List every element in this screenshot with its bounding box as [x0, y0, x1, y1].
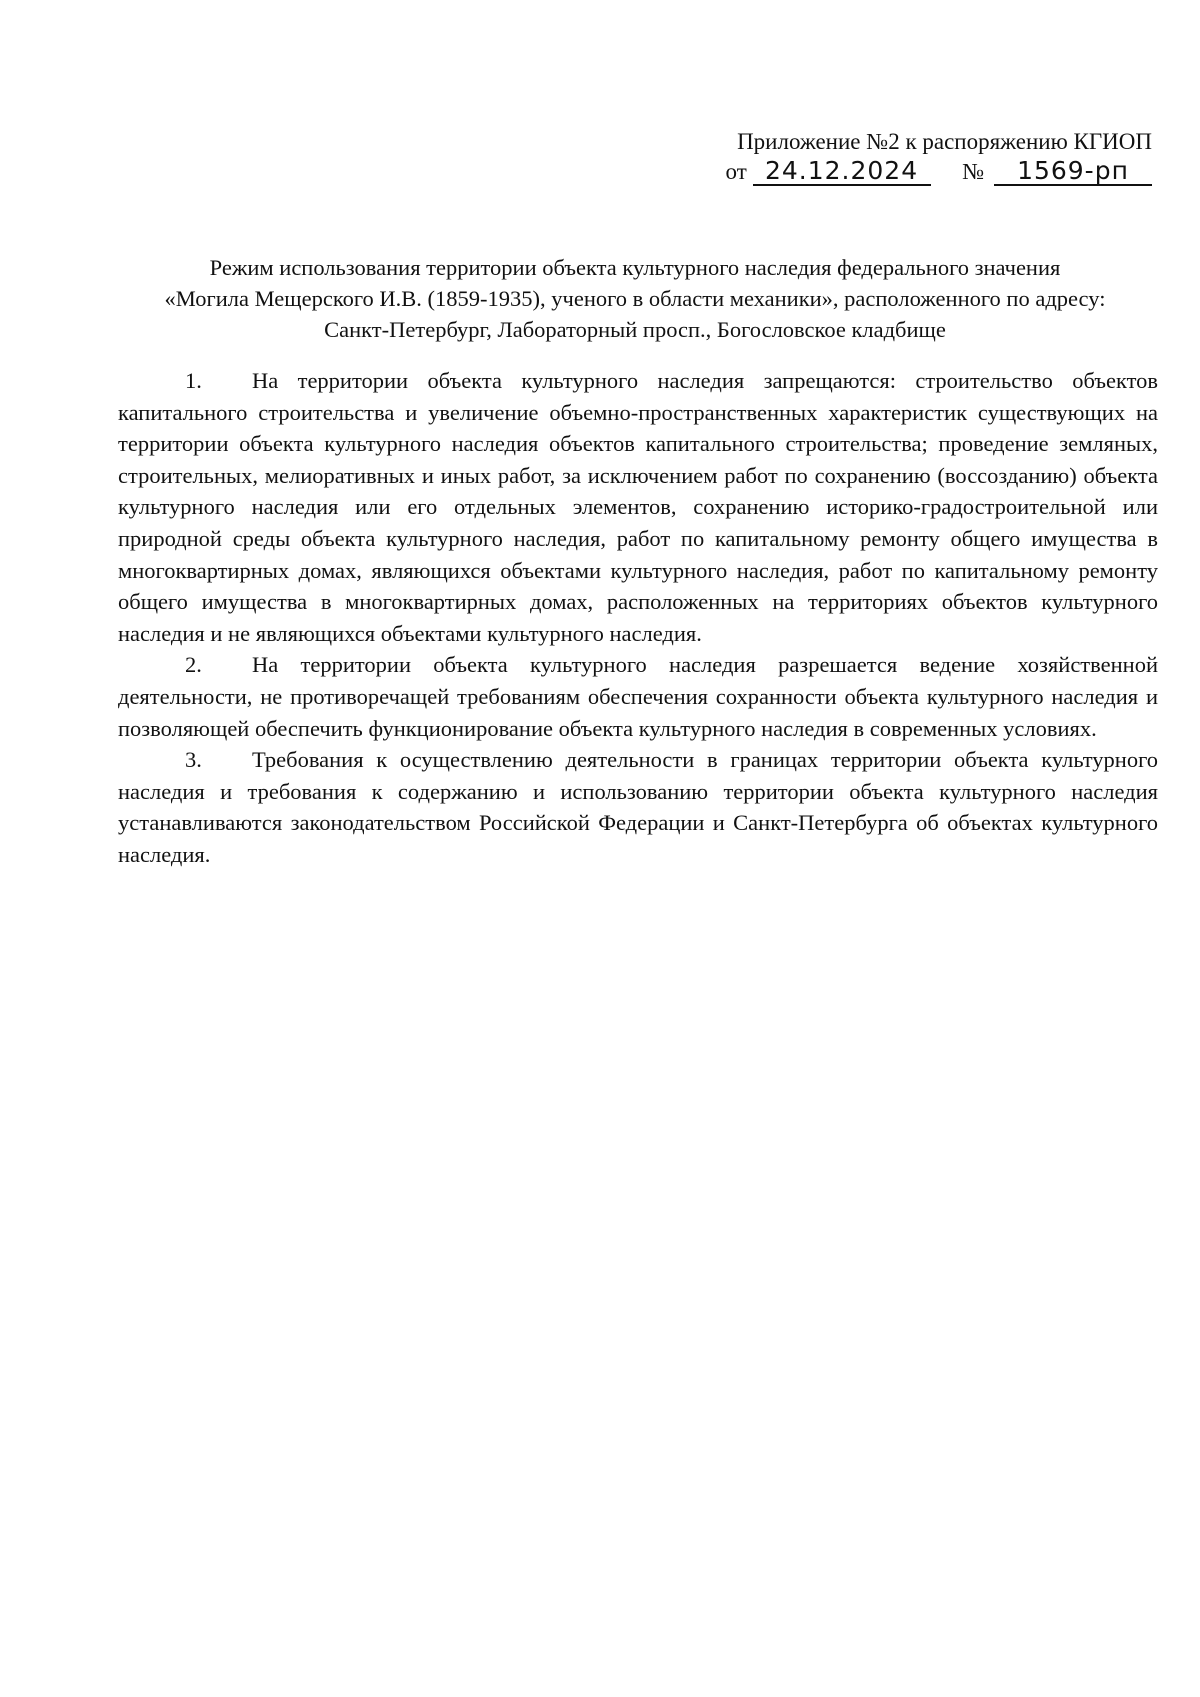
document-header: [632, 128, 1152, 186]
date-prefix: от: [725, 159, 747, 184]
paragraph-text: На территории объекта культурного наследия запрещаются: строительство объектов капитального строительства и увеличение объемно-пространственных характеристик существующих на территории объекта культурного наследия объектов капитального строительства; проведение земляных, строительных, мелиоративных и иных работ, за исключением работ по сохранению (воссозданию) объекта культурного наследия или его отдельных элементов, сохранению историко-градостроительной или природной среды объекта культурного наследия, работ по капитальному ремонту общего имущества в многоквартирных домах, являющихся объектами культурного наследия, работ по капитальному ремонту общего имущества в многоквартирных домах, расположенных на территориях объектов культурного наследия и не являющихся объектами культурного наследия.: [118, 368, 1158, 646]
document-body: [118, 365, 1158, 871]
paragraph-text: Требования к осуществлению деятельности в границах территории объекта культурного наследия и требования к содержанию и использованию территории объекта культурного наследия устанавливаются законодательством Российской Федерации и Санкт-Петербурга об объектах культурного наследия.: [118, 747, 1158, 867]
handwritten-number: 1569-рп: [994, 158, 1152, 186]
paragraph-number: 2.: [185, 652, 202, 678]
paragraph-text: На территории объекта культурного наследия разрешается ведение хозяйственной деятельности, не противоречащей требованиям обеспечения сохранности объекта культурного наследия и позволяющей обеспечить функционирование объекта культурного наследия в современных условиях.: [118, 652, 1158, 741]
appendix-line: Приложение №2 к распоряжению КГИОП: [737, 129, 1152, 154]
title-line-2: «Могила Мещерского И.В. (1859-1935), ученого в области механики», расположенного по адресу:: [164, 286, 1106, 311]
handwritten-date: 24.12.2024: [753, 158, 931, 186]
paragraph-number: 1.: [185, 368, 202, 393]
number-sign: №: [962, 159, 985, 184]
paragraph-2: [118, 649, 1158, 744]
title-line-3: Санкт-Петербург, Лабораторный просп., Богословское кладбище: [324, 317, 946, 342]
date-number-line: [632, 158, 1152, 186]
paragraph-1: [118, 365, 1158, 649]
paragraph-number: 3.: [185, 747, 202, 773]
document-title: [110, 252, 1160, 345]
title-line-1: Режим использования территории объекта культурного наследия федерального значения: [209, 255, 1061, 280]
paragraph-3: [118, 744, 1158, 870]
